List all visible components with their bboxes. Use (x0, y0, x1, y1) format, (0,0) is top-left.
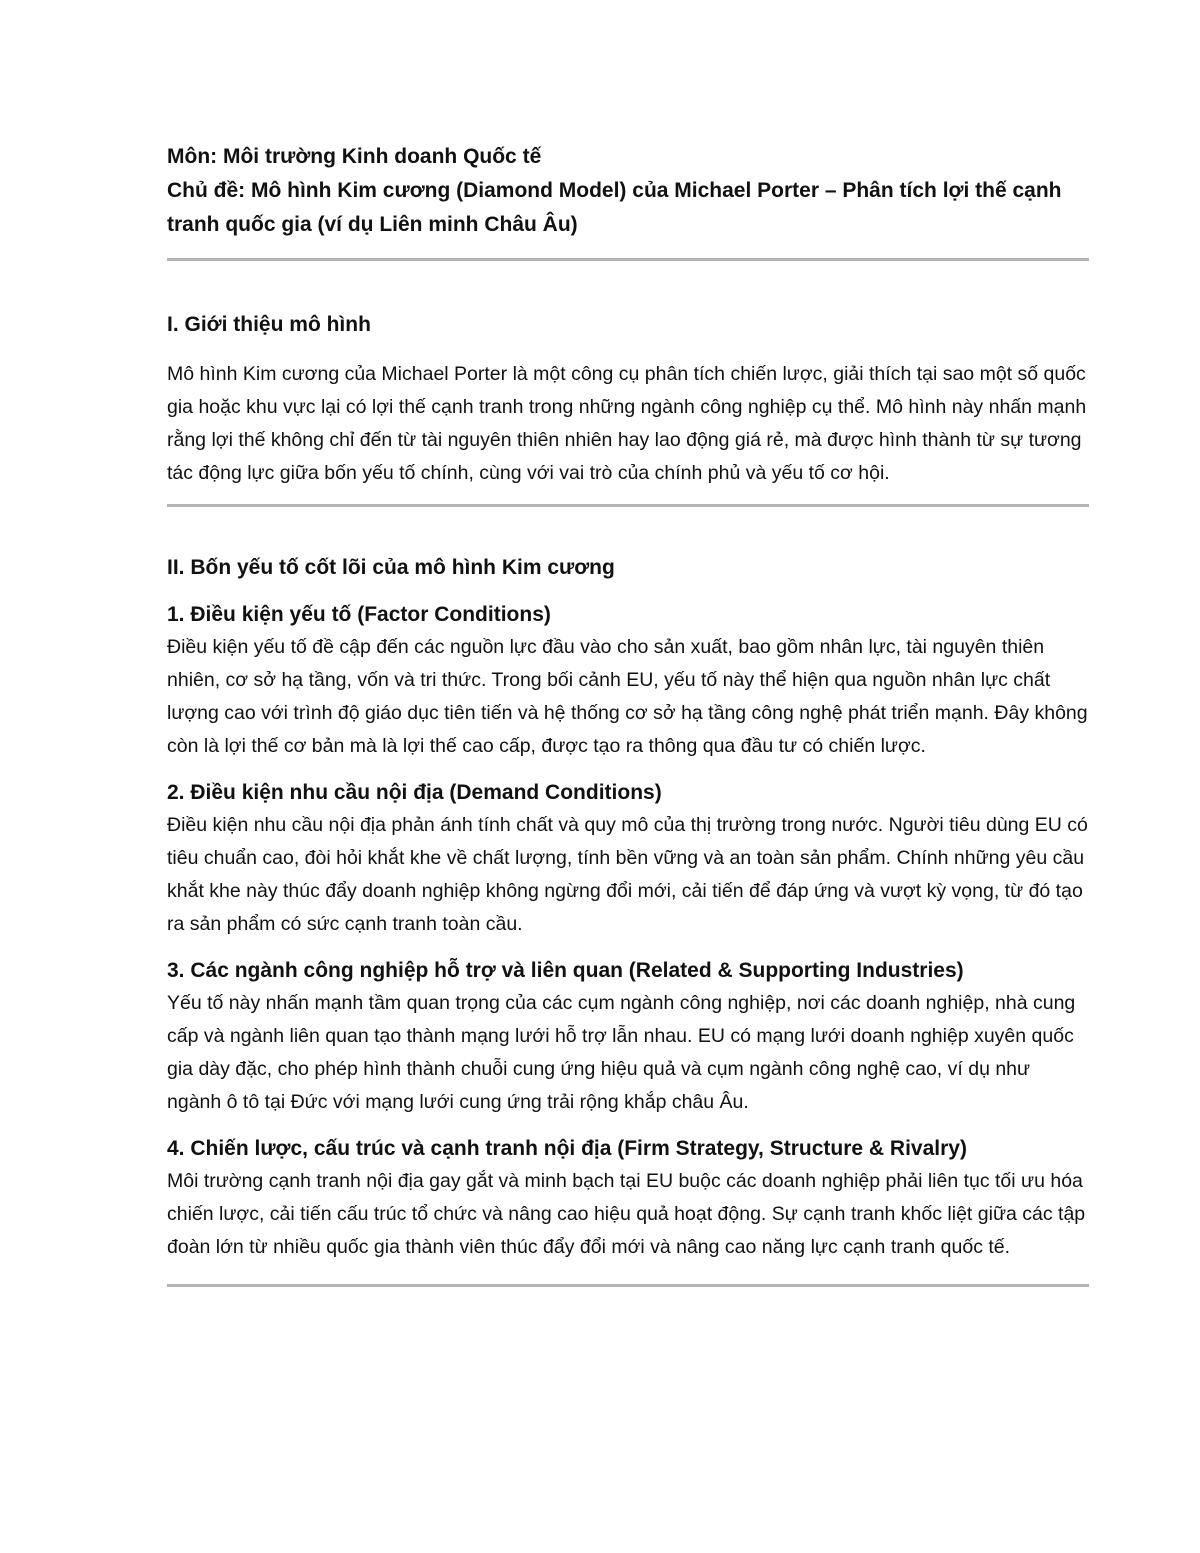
subject-line: Môn: Môi trường Kinh doanh Quốc tế (167, 145, 542, 168)
factor-3-title: 3. Các ngành công nghiệp hỗ trợ và liên quan (Related & Supporting Industries) (167, 959, 964, 982)
divider (167, 258, 1089, 261)
divider (167, 1284, 1089, 1287)
factor-3-body: Yếu tố này nhấn mạnh tầm quan trọng của các cụm ngành công nghiệp, nơi các doanh nghiệp, nhà cung cấp và ngành liên quan tạo thành mạng lưới hỗ trợ lẫn nhau. EU có mạng lưới doanh nghiệp xuyên quốc gia dày đặc, cho phép hình thành chuỗi cung ứng hiệu quả và cụm ngành công nghệ cao, ví dụ như ngành ô tô tại Đức với mạng lưới cung ứng trải rộng khắp châu Âu. (167, 992, 1076, 1113)
topic-line: Chủ đề: Mô hình Kim cương (Diamond Model) của Michael Porter – Phân tích lợi thế cạnh tranh quốc gia (ví dụ Liên minh Châu Âu) (167, 179, 1062, 236)
factor-4-body: Môi trường cạnh tranh nội địa gay gắt và minh bạch tại EU buộc các doanh nghiệp phải liên tục tối ưu hóa chiến lược, cải tiến cấu trúc tổ chức và nâng cao hiệu quả hoạt động. Sự cạnh tranh khốc liệt giữa các tập đoàn lớn từ nhiều quốc gia thành viên thúc đẩy đổi mới và nâng cao năng lực cạnh tranh quốc tế. (167, 1170, 1086, 1258)
document-page (167, 136, 1089, 1287)
section-1-body: Mô hình Kim cương của Michael Porter là một công cụ phân tích chiến lược, giải thích tại sao một số quốc gia hoặc khu vực lại có lợi thế cạnh tranh trong những ngành công nghiệp cụ thể. Mô hình này nhấn mạnh rằng lợi thế không chỉ đến từ tài nguyên thiên nhiên hay lao động giá rẻ, mà được hình thành từ sự tương tác động lực giữa bốn yếu tố chính, cùng với vai trò của chính phủ và yếu tố cơ hội. (167, 363, 1087, 484)
section-2-title: II. Bốn yếu tố cốt lõi của mô hình Kim cương (167, 556, 615, 579)
factor-2-body: Điều kiện nhu cầu nội địa phản ánh tính chất và quy mô của thị trường trong nước. Người tiêu dùng EU có tiêu chuẩn cao, đòi hỏi khắt khe về chất lượng, tính bền vững và an toàn sản phẩm. Chính những yêu cầu khắt khe này thúc đẩy doanh nghiệp không ngừng đổi mới, cải tiến để đáp ứng và vượt kỳ vọng, từ đó tạo ra sản phẩm có sức cạnh tranh toàn cầu. (167, 814, 1088, 935)
section-1-title: I. Giới thiệu mô hình (167, 313, 371, 336)
divider (167, 504, 1089, 507)
factor-4-title: 4. Chiến lược, cấu trúc và cạnh tranh nội địa (Firm Strategy, Structure & Rivalry) (167, 1137, 967, 1160)
factor-2-title: 2. Điều kiện nhu cầu nội địa (Demand Conditions) (167, 781, 662, 804)
factor-1-title: 1. Điều kiện yếu tố (Factor Conditions) (167, 603, 551, 626)
factor-1-body: Điều kiện yếu tố đề cập đến các nguồn lực đầu vào cho sản xuất, bao gồm nhân lực, tài nguyên thiên nhiên, cơ sở hạ tầng, vốn và tri thức. Trong bối cảnh EU, yếu tố này thể hiện qua nguồn nhân lực chất lượng cao với trình độ giáo dục tiên tiến và hệ thống cơ sở hạ tầng công nghệ phát triển mạnh. Đây không còn là lợi thế cơ bản mà là lợi thế cao cấp, được tạo ra thông qua đầu tư có chiến lược. (167, 636, 1088, 757)
